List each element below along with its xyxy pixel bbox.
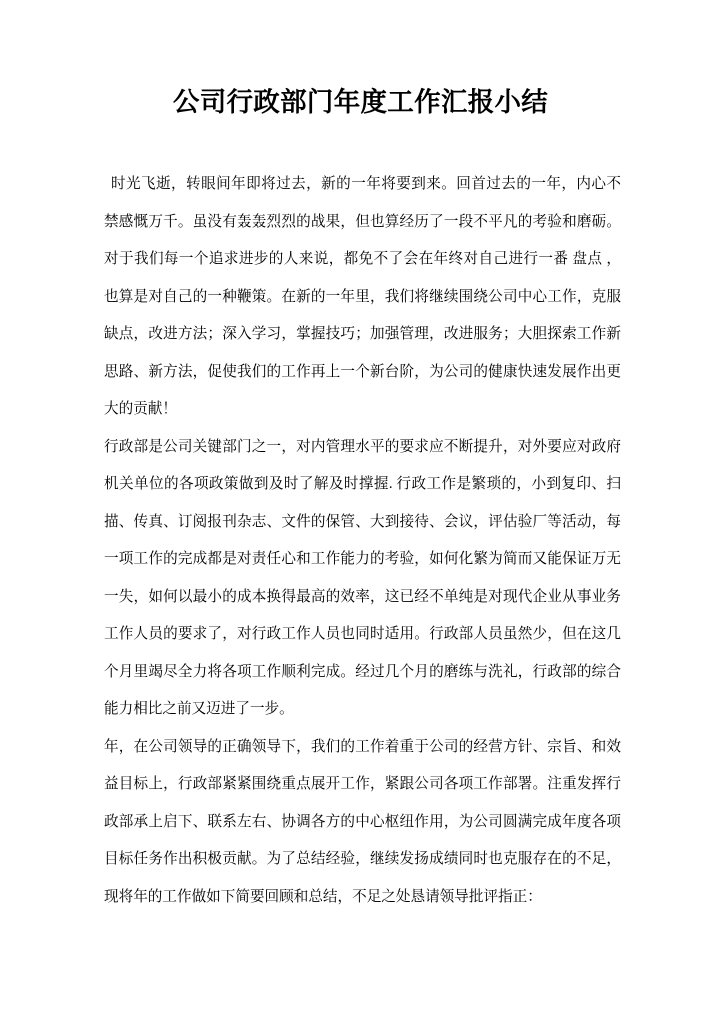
paragraph-intro: 时光飞逝，转眼间年即将过去，新的一年将要到来。回首过去的一年，内心不禁感慨万千。虽没有轰轰烈烈的战果，但也算经历了一段不平凡的考验和磨砺。对于我们每一个追求进步的人来说，都免不了会在年终对自己进行一番 盘点 ，也算是对自己的一种鞭策。在新的一年里，我们将继续围绕公司中心工作，克服缺点，改进方法；深入学习，掌握技巧；加强管理，改进服务；大胆探索工作新思路、新方法，促使我们的工作再上一个新台阶，为公司的健康快速发展作出更大的贡献！ xyxy=(104,176,621,417)
paragraph-summary-lead-in: 年，在公司领导的正确领导下，我们的工作着重于公司的经营方针、宗旨、和效益目标上，行政部紧紧围绕重点展开工作，紧跟公司各项工作部署。注重发挥行政部承上启下、联系左右、协调各方的中心枢纽作用，为公司圆满完成年度各项目标任务作出积极贡献。为了总结经验，继续发扬成绩同时也克服存在的不足，现将年的工作做如下简要回顾和总结，不足之处恳请领导批评指正： xyxy=(104,738,621,905)
paragraph-admin-role: 行政部是公司关键部门之一，对内管理水平的要求应不断提升，对外要应对政府机关单位的各项政策做到及时了解及时撑握. 行政工作是繁琐的，小到复印、扫描、传真、订阅报刊杂志、文件的保管、大到接待、会议，评估验厂等活动，每一项工作的完成都是对责任心和工作能力的考验，如何化繁为简而又能保证万无一失，如何以最小的成本换得最高的效率，这已经不单纯是对现代企业从事业务工作人员的要求了，对行政工作人员也同时适用。行政部人员虽然少，但在这几个月里竭尽全力将各项工作顺利完成。经过几个月的磨练与洗礼，行政部的综合能力相比之前又迈进了一步。 xyxy=(104,438,621,717)
document-body xyxy=(104,166,621,916)
document-title: 公司行政部门年度工作汇报小结 xyxy=(172,87,549,117)
